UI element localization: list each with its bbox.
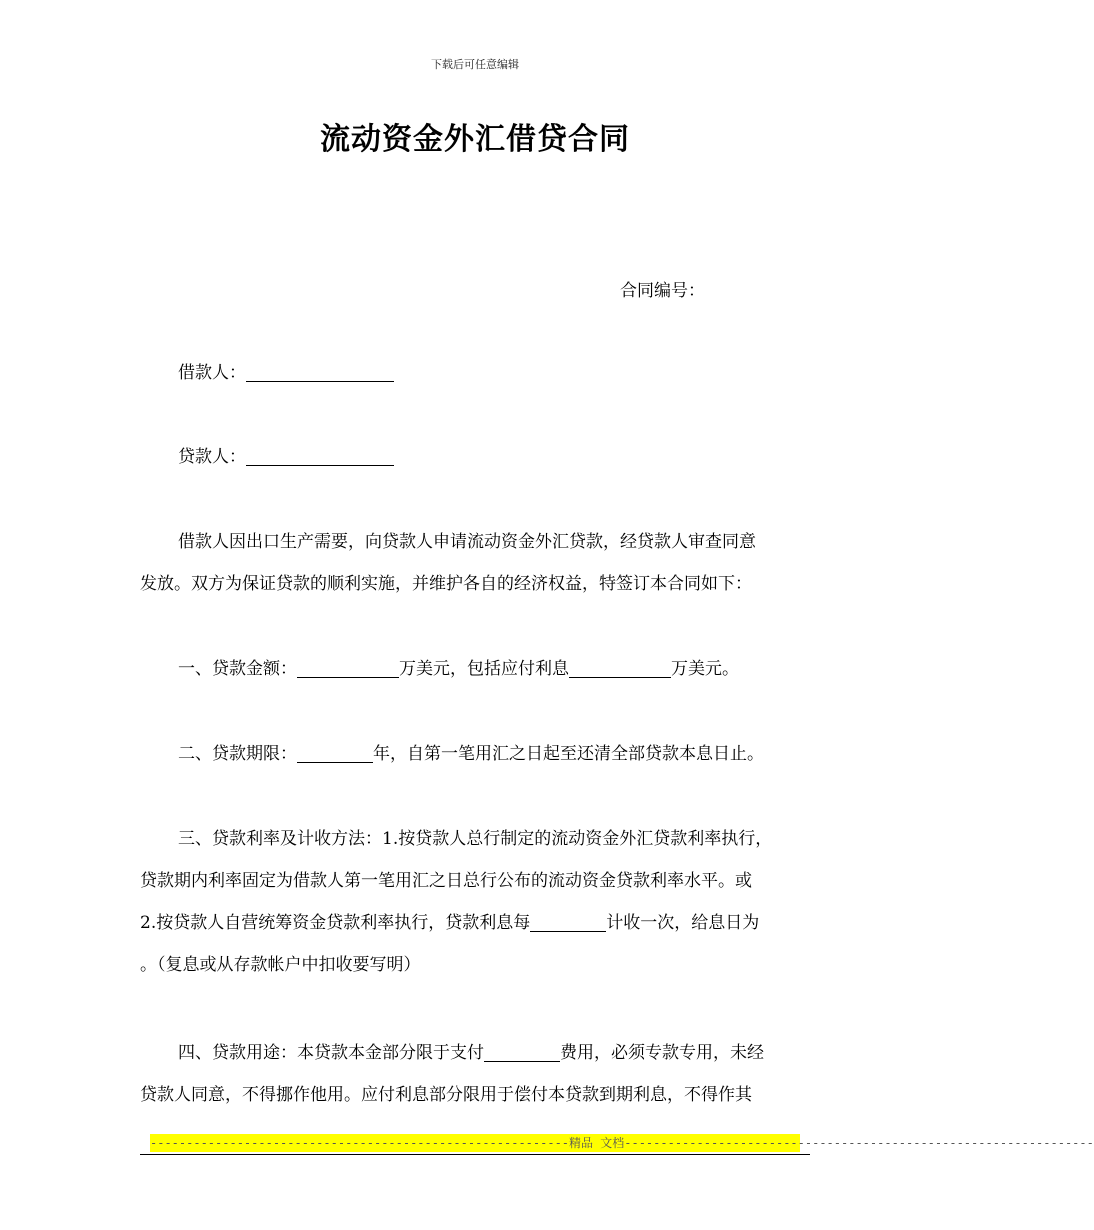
intro-line-1: 借款人因出口生产需要，向贷款人申请流动资金外汇贷款，经贷款人审查同意 bbox=[178, 532, 756, 552]
clause-2-label: 二、贷款期限： bbox=[178, 744, 297, 764]
interest-amount-blank[interactable] bbox=[569, 657, 671, 678]
clause-3 bbox=[140, 818, 812, 986]
intro-paragraph bbox=[140, 521, 812, 605]
clause-1-text: 万美元，包括应付利息 bbox=[399, 659, 569, 679]
loan-amount-blank[interactable] bbox=[297, 657, 399, 678]
lender-line bbox=[178, 436, 850, 478]
clause-1-unit: 万美元。 bbox=[671, 659, 739, 679]
clause-3-line-3 bbox=[140, 902, 812, 944]
interest-period-blank[interactable] bbox=[530, 911, 606, 932]
borrower-line bbox=[178, 352, 850, 394]
footer-banner: ----------------------------------------------------------精品 文档----------------------------------------------------------------- bbox=[150, 1136, 1094, 1150]
clause-3-line-1: 三、贷款利率及计收方法：1.按贷款人总行制定的流动资金外汇贷款利率执行， bbox=[178, 829, 773, 849]
contract-number-label: 合同编号： bbox=[620, 281, 705, 301]
clause-4-line-1 bbox=[140, 1032, 812, 1074]
clause-2-text: 年，自第一笔用汇之日起至还清全部贷款本息日止。 bbox=[373, 744, 764, 764]
clause-1-label: 一、贷款金额： bbox=[178, 659, 297, 679]
clause-3-line-3b: 计收一次，给息日为 bbox=[606, 913, 760, 933]
intro-line-2: 发放。双方为保证贷款的顺利实施，并维护各自的经济权益，特签订本合同如下： bbox=[140, 574, 752, 594]
lender-blank[interactable] bbox=[246, 445, 394, 466]
clause-3-line-3a: 2.按贷款人自营统筹资金贷款利率执行，贷款利息每 bbox=[140, 913, 531, 933]
clause-3-line-4: 。（复息或从存款帐户中扣收要写明） bbox=[140, 955, 421, 975]
clause-1 bbox=[178, 648, 850, 690]
borrower-label: 借款人： bbox=[178, 363, 246, 383]
clause-4-line-1a: 四、贷款用途：本贷款本金部分限于支付 bbox=[178, 1043, 484, 1063]
clause-4-line-2: 贷款人同意，不得挪作他用。应付利息部分限用于偿付本贷款到期利息，不得作其 bbox=[140, 1085, 752, 1105]
clause-4 bbox=[140, 1032, 812, 1116]
clause-3-line-2: 贷款期内利率固定为借款人第一笔用汇之日总行公布的流动资金贷款利率水平。或 bbox=[140, 871, 752, 891]
document-title: 流动资金外汇借贷合同 bbox=[320, 122, 630, 157]
clause-4-line-1b: 费用，必须专款专用，未经 bbox=[560, 1043, 764, 1063]
clause-2 bbox=[178, 733, 850, 775]
borrower-blank[interactable] bbox=[246, 361, 394, 382]
loan-term-blank[interactable] bbox=[297, 742, 373, 763]
footer-divider bbox=[140, 1154, 810, 1155]
usage-blank[interactable] bbox=[484, 1041, 560, 1062]
page-header: 下载后可任意编辑 bbox=[431, 58, 519, 71]
lender-label: 贷款人： bbox=[178, 447, 246, 467]
